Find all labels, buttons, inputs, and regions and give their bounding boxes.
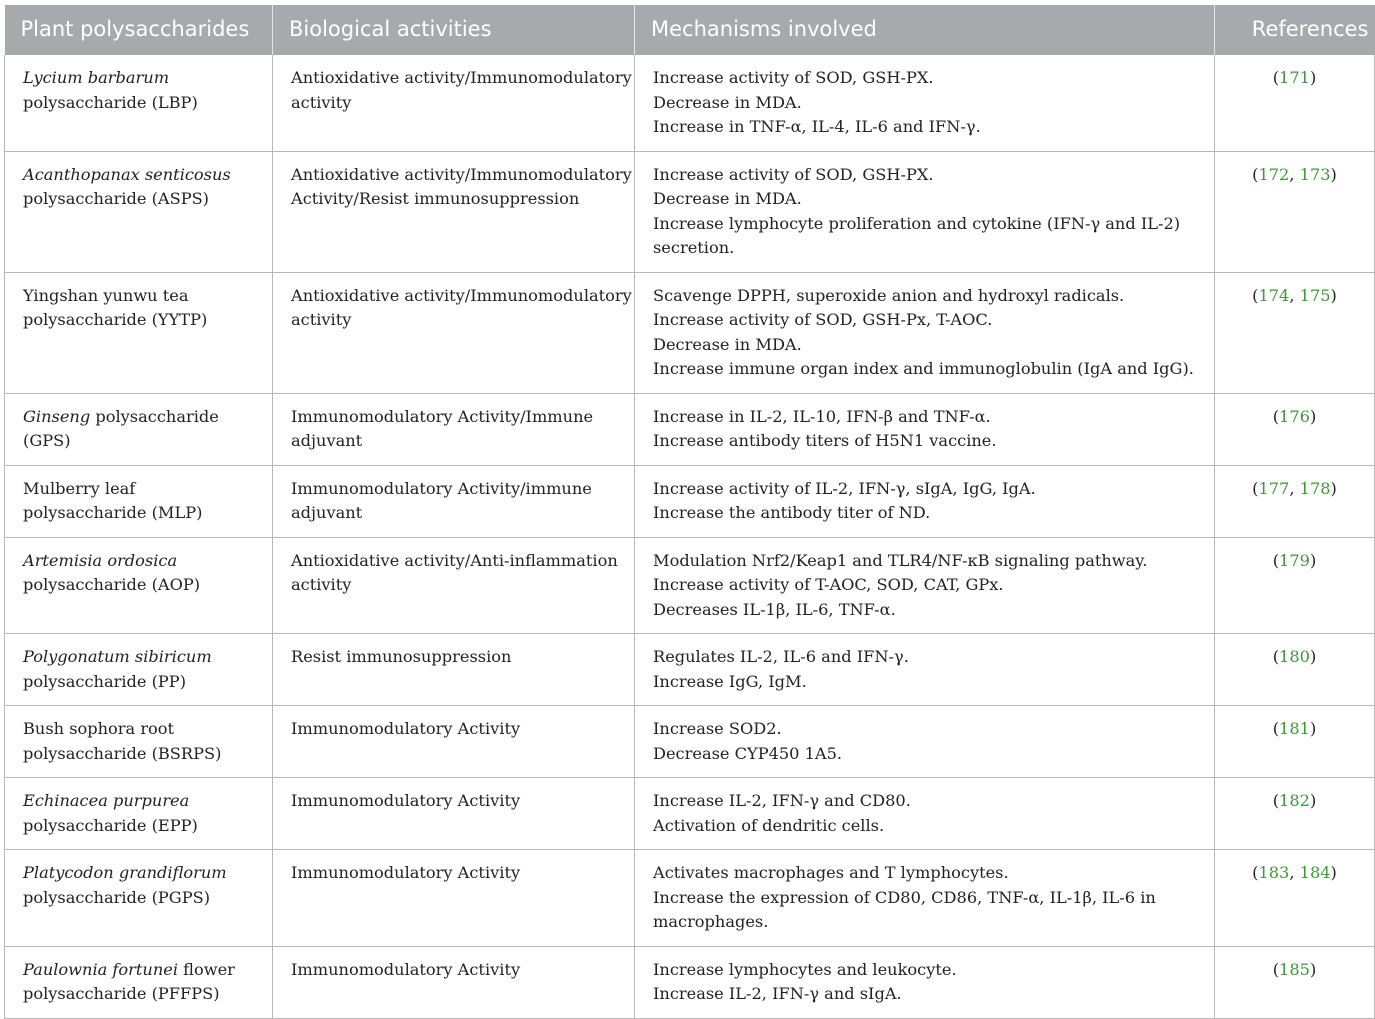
plant-latin-name: Polygonatum sibiricum: [23, 647, 212, 666]
header-mechanisms: Mechanisms involved: [635, 5, 1215, 55]
activity-line: activity: [291, 575, 352, 594]
mechanism-line: Increase in IL-2, IL-10, IFN-β and TNF-α.: [653, 406, 991, 426]
plant-name: polysaccharide (LBP): [23, 92, 198, 112]
activity-line: Immunomodulatory Activity: [291, 719, 521, 738]
mechanism-line: Increase activity of IL-2, IFN-γ, sIgA, IgG, IgA.: [653, 478, 1036, 498]
activity-line: activity: [291, 92, 352, 112]
mechanism-line: Increase lymphocyte proliferation and cytokine (IFN-γ and IL-2) secretion.: [653, 213, 1181, 257]
plant-name: Mulberry leaf polysaccharide (MLP): [23, 478, 203, 522]
mechanism-line: Increase in TNF-α, IL-4, IL-6 and IFN-γ.: [653, 117, 981, 136]
references-cell: (176): [1215, 393, 1375, 465]
mechanism-line: Increase immune organ index and immunoglobulin (IgA and IgG).: [653, 359, 1194, 378]
activity-line: Immunomodulatory Activity/immune: [291, 478, 592, 498]
mechanisms-cell: [635, 850, 1215, 947]
activities-cell: [273, 55, 635, 151]
mechanism-line: Increase lymphocytes and leukocyte.: [653, 959, 957, 979]
activities-cell: [273, 537, 635, 634]
activity-line: Antioxidative activity/Immunomodulatory: [291, 164, 632, 184]
reference-link[interactable]: 176: [1279, 406, 1310, 426]
mechanism-line: Modulation Nrf2/Keap1 and TLR4/NF-κB signaling pathway.: [653, 550, 1148, 570]
mechanism-line: Regulates IL-2, IL-6 and IFN-γ.: [653, 647, 909, 666]
activities-cell: [273, 465, 635, 537]
mechanism-line: Increase IL-2, IFN-γ and CD80.: [653, 791, 911, 810]
plant-name: Yingshan yunwu tea polysaccharide (YYTP): [23, 285, 208, 329]
mechanism-line: Increase SOD2.: [653, 719, 782, 738]
plant-cell: [5, 850, 273, 947]
references-cell: (185): [1215, 946, 1375, 1018]
activity-line: Antioxidative activity/Immunomodulatory: [291, 68, 632, 87]
plant-name: polysaccharide (PGPS): [23, 887, 211, 907]
plant-name: flower polysaccharide (PFFPS): [23, 959, 235, 1003]
plant-cell: [5, 634, 273, 706]
plant-cell: [5, 706, 273, 778]
activity-line: Immunomodulatory Activity: [291, 863, 521, 882]
mechanism-line: Increase activity of SOD, GSH-Px, T-AOC.: [653, 310, 993, 329]
activities-cell: [273, 151, 635, 272]
plant-cell: [5, 151, 273, 272]
table-row: [5, 393, 1375, 465]
mechanisms-cell: [635, 465, 1215, 537]
plant-cell: [5, 778, 273, 850]
plant-name: polysaccharide (PP): [23, 671, 187, 691]
reference-link[interactable]: 184: [1299, 863, 1331, 882]
activity-line: Immunomodulatory Activity: [291, 959, 521, 979]
references-cell: (181): [1215, 706, 1375, 778]
mechanism-line: Decrease CYP450 1A5.: [653, 743, 843, 763]
table-row: [5, 706, 1375, 778]
references-cell: (180): [1215, 634, 1375, 706]
activity-line: Activity/Resist immunosuppression: [291, 189, 580, 208]
table-row: [5, 537, 1375, 634]
reference-link[interactable]: 174: [1258, 285, 1290, 305]
plant-latin-name: Paulownia fortunei: [23, 959, 179, 979]
activity-line: adjuvant: [291, 431, 363, 450]
table-row: [5, 946, 1375, 1018]
plant-cell: [5, 465, 273, 537]
table-row: [5, 272, 1375, 393]
references-cell: (177, 178): [1215, 465, 1375, 537]
reference-link[interactable]: 175: [1299, 285, 1331, 305]
activity-line: activity: [291, 310, 352, 329]
table-row: [5, 850, 1375, 947]
mechanisms-cell: [635, 706, 1215, 778]
mechanisms-cell: [635, 778, 1215, 850]
mechanism-line: Increase the antibody titer of ND.: [653, 503, 931, 522]
reference-link[interactable]: 185: [1279, 959, 1310, 979]
plant-name: Bush sophora root polysaccharide (BSRPS): [23, 719, 222, 763]
activity-line: Antioxidative activity/Anti-inflammation: [291, 550, 618, 570]
activity-line: Immunomodulatory Activity: [291, 791, 521, 810]
mechanism-line: Increase activity of SOD, GSH-PX.: [653, 164, 934, 184]
reference-link[interactable]: 180: [1279, 647, 1310, 666]
table-row: [5, 55, 1375, 151]
activities-cell: [273, 706, 635, 778]
mechanisms-cell: [635, 946, 1215, 1018]
mechanism-line: Scavenge DPPH, superoxide anion and hydroxyl radicals.: [653, 285, 1125, 305]
reference-link[interactable]: 182: [1279, 791, 1310, 810]
mechanism-line: Increase activity of T-AOC, SOD, CAT, GPx.: [653, 575, 1004, 594]
activities-cell: [273, 393, 635, 465]
plant-latin-name: Artemisia ordosica: [23, 550, 178, 570]
plant-cell: [5, 55, 273, 151]
activities-cell: [273, 778, 635, 850]
reference-link[interactable]: 172: [1258, 164, 1290, 184]
reference-link[interactable]: 183: [1258, 863, 1290, 882]
header-plant: Plant polysaccharides: [5, 5, 273, 55]
plant-name: polysaccharide (AOP): [23, 575, 201, 594]
mechanisms-cell: [635, 151, 1215, 272]
activities-cell: [273, 946, 635, 1018]
activity-line: Resist immunosuppression: [291, 647, 512, 666]
mechanisms-cell: [635, 634, 1215, 706]
header-activities: Biological activities: [273, 5, 635, 55]
mechanisms-cell: [635, 272, 1215, 393]
mechanism-line: Activation of dendritic cells.: [653, 815, 885, 835]
plant-cell: [5, 393, 273, 465]
reference-link[interactable]: 171: [1279, 68, 1310, 87]
plant-latin-name: Lycium barbarum: [23, 68, 170, 87]
references-cell: (183, 184): [1215, 850, 1375, 947]
activity-line: Antioxidative activity/Immunomodulatory: [291, 285, 632, 305]
activities-cell: [273, 272, 635, 393]
mechanism-line: Decreases IL-1β, IL-6, TNF-α.: [653, 599, 896, 619]
activities-cell: [273, 850, 635, 947]
polysaccharides-table: [4, 5, 1375, 1019]
mechanism-line: Decrease in MDA.: [653, 92, 802, 112]
activities-cell: [273, 634, 635, 706]
plant-latin-name: Ginseng: [23, 406, 91, 426]
activity-line: Immunomodulatory Activity/Immune: [291, 406, 594, 426]
references-cell: (179): [1215, 537, 1375, 634]
references-cell: (174, 175): [1215, 272, 1375, 393]
reference-link[interactable]: 173: [1299, 164, 1331, 184]
mechanism-line: Decrease in MDA.: [653, 189, 802, 208]
activity-line: adjuvant: [291, 503, 363, 522]
mechanism-line: Increase the expression of CD80, CD86, TNF-α, IL-1β, IL-6 in macrophages.: [653, 887, 1156, 931]
plant-name: polysaccharide (GPS): [23, 406, 219, 450]
table-row: [5, 634, 1375, 706]
reference-link[interactable]: 181: [1279, 719, 1310, 738]
plant-name: polysaccharide (EPP): [23, 815, 198, 835]
references-cell: (172, 173): [1215, 151, 1375, 272]
reference-link[interactable]: 178: [1299, 478, 1331, 498]
mechanism-line: Increase IgG, IgM.: [653, 671, 807, 691]
mechanisms-cell: [635, 537, 1215, 634]
header-references: References: [1215, 5, 1375, 55]
reference-link[interactable]: 177: [1258, 478, 1290, 498]
plant-latin-name: Echinacea purpurea: [23, 791, 190, 810]
table-row: [5, 465, 1375, 537]
header-row: [5, 5, 1375, 55]
mechanisms-cell: [635, 393, 1215, 465]
plant-cell: [5, 946, 273, 1018]
plant-cell: [5, 537, 273, 634]
reference-link[interactable]: 179: [1279, 550, 1310, 570]
plant-latin-name: Acanthopanax senticosus: [23, 164, 231, 184]
mechanisms-cell: [635, 55, 1215, 151]
plant-name: polysaccharide (ASPS): [23, 189, 209, 208]
table-row: [5, 151, 1375, 272]
table-row: [5, 778, 1375, 850]
table-body: [5, 55, 1375, 1018]
references-cell: (171): [1215, 55, 1375, 151]
mechanism-line: Increase antibody titers of H5N1 vaccine.: [653, 431, 997, 450]
mechanism-line: Increase IL-2, IFN-γ and sIgA.: [653, 984, 902, 1003]
plant-latin-name: Platycodon grandiflorum: [23, 863, 227, 882]
mechanism-line: Increase activity of SOD, GSH-PX.: [653, 68, 934, 87]
plant-cell: [5, 272, 273, 393]
references-cell: (182): [1215, 778, 1375, 850]
mechanism-line: Decrease in MDA.: [653, 334, 802, 354]
mechanism-line: Activates macrophages and T lymphocytes.: [653, 863, 1009, 882]
